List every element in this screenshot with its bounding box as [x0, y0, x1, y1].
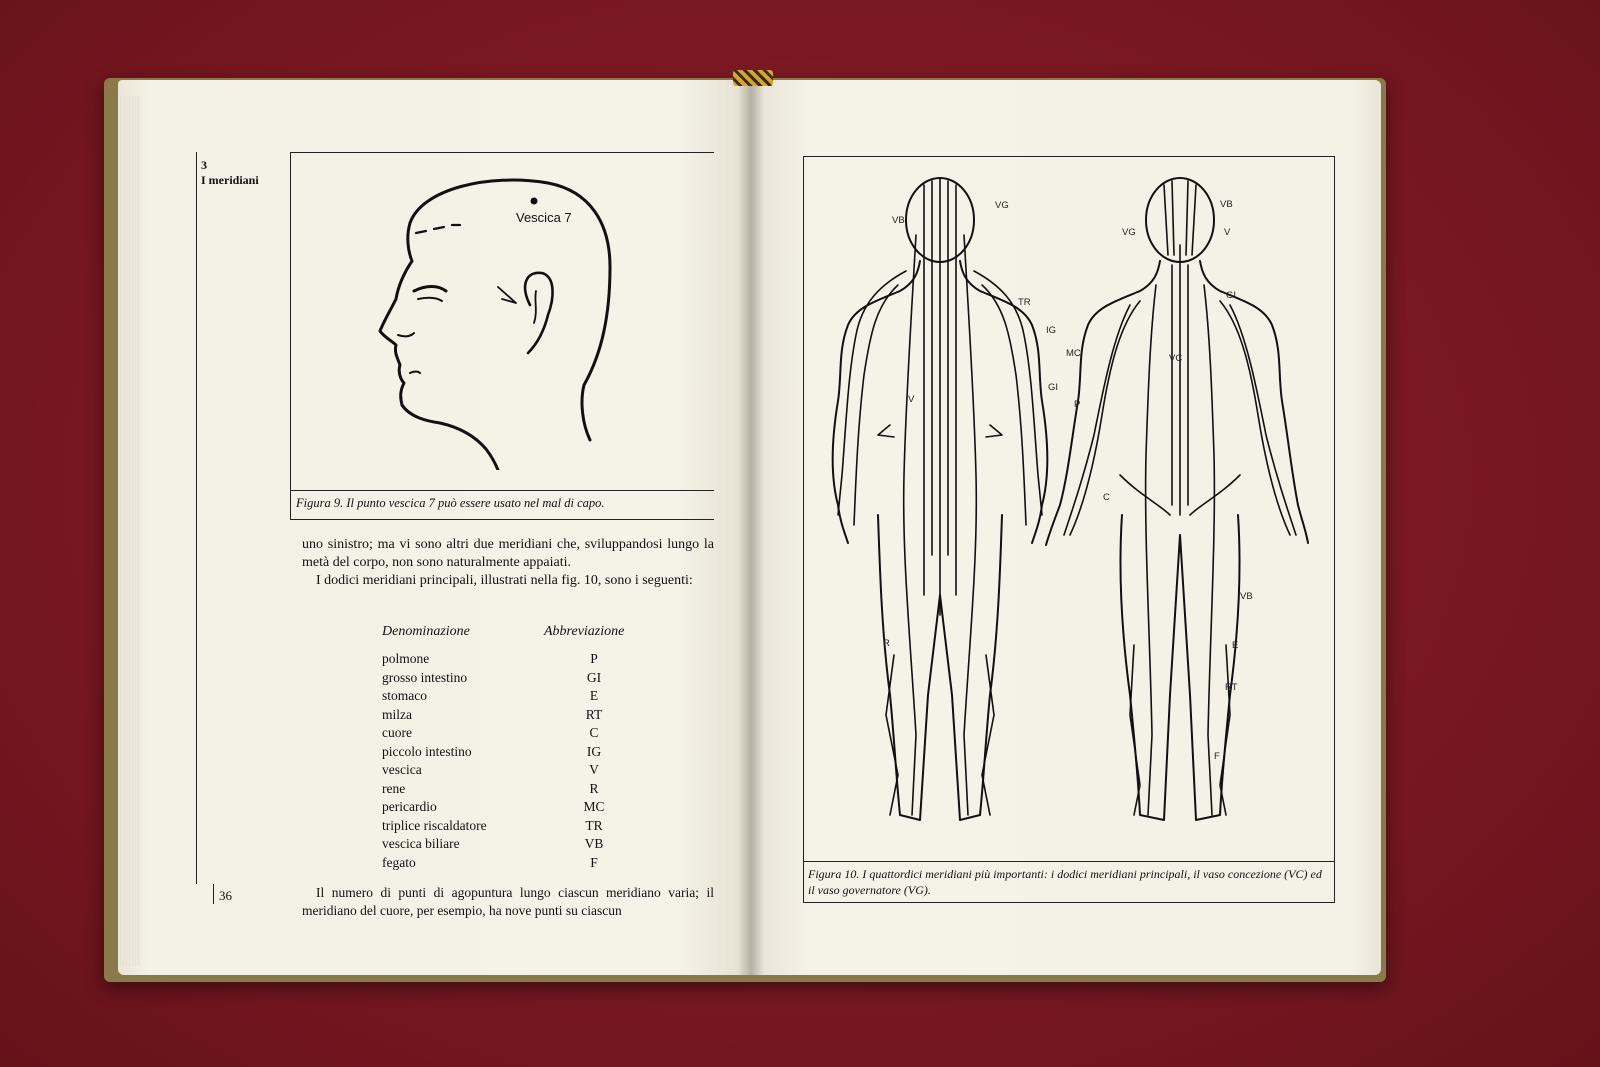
table-row-name: stomaco [382, 688, 427, 703]
back-label-c: C [1103, 492, 1110, 503]
table-row-abbr: RT [585, 706, 603, 722]
table-row-name: triplice riscaldatore [382, 817, 487, 833]
front-label-f: F [1214, 751, 1220, 762]
table-row-name: polmone [382, 651, 430, 666]
table-row-abbr: VB [584, 836, 604, 851]
front-label-vg: VG [1122, 227, 1136, 238]
front-label-e: E [1232, 640, 1239, 651]
head-profile-illustration [370, 175, 630, 470]
front-label-vb: VB [1220, 199, 1233, 210]
front-label-mc: MC [1066, 348, 1081, 359]
running-head [201, 158, 259, 188]
back-label-vb: VB [892, 215, 905, 226]
back-label-r: R [883, 638, 890, 649]
table-row-name: vescica [382, 762, 422, 777]
table-row-abbr: V [589, 762, 599, 777]
table-row-abbr: E [589, 688, 599, 703]
table-header-abbr: Abbreviazione [544, 624, 625, 639]
back-label-v: V [908, 394, 915, 405]
table-row-abbr: MC [583, 799, 605, 814]
table-row-name: milza [382, 706, 412, 722]
page-number-tick [213, 884, 214, 904]
paragraph-points: Il numero di punti di agopuntura lungo ciascun meridiano varia; il meridiano del cuore, per esempio, ha nove punti su ciascun [302, 885, 714, 918]
figure10-caption: Figura 10. I quattordici meridiani più importanti: i dodici meridiani principali, il vaso concezione (VC) ed il vaso governatore (VG). [808, 867, 1322, 897]
table-row-abbr: TR [585, 817, 603, 833]
front-label-vc: VC [1169, 353, 1183, 364]
back-label-vg: VG [995, 200, 1009, 211]
table-header-name: Denominazione [382, 624, 470, 639]
table-row-name: cuore [382, 725, 412, 740]
figure10-frame-right [1334, 156, 1335, 902]
table-row-abbr: IG [586, 743, 602, 759]
figure9-frame-left [290, 152, 291, 520]
vescica7-label: Vescica 7 [516, 210, 572, 225]
front-label-p: P [1074, 399, 1081, 410]
front-label-v: V [1224, 227, 1231, 238]
table-row-name: piccolo intestino [382, 743, 472, 759]
table-row-name: vescica biliare [382, 836, 460, 851]
page-number: 36 [219, 888, 232, 903]
back-label-tr: TR [1018, 297, 1031, 308]
table-row-name: rene [382, 780, 406, 796]
front-label-rt: RT [1225, 682, 1238, 693]
meridian-bodies-illustration [820, 175, 1320, 855]
table-row-name: fegato [382, 854, 416, 870]
paragraph-intro-table: I dodici meridiani principali, illustrati nella fig. 10, sono i seguenti: [316, 573, 693, 588]
figure9-frame-top [290, 152, 714, 153]
back-label-gi: GI [1048, 382, 1059, 393]
figure9-caption: Figura 9. Il punto vescica 7 può essere usato nel mal di capo. [296, 496, 605, 510]
table-row-name: grosso intestino [382, 669, 468, 685]
page-edges [118, 96, 140, 966]
figure10-frame-left [803, 156, 804, 902]
table-row-abbr: R [589, 780, 599, 796]
front-label-vb2: VB [1240, 591, 1253, 602]
figure10-caption-rule-top [803, 861, 1335, 862]
chapter-number: 3 [201, 158, 207, 172]
back-view-figure [833, 178, 1048, 820]
table-row-abbr: C [589, 725, 599, 740]
back-label-ig: IG [1046, 325, 1057, 336]
front-label-gi: GI [1226, 290, 1237, 301]
bookmark-ribbon [733, 70, 773, 86]
vescica7-point-marker [531, 198, 538, 205]
paragraph-continuation: uno sinistro; ma vi sono altri due meridiani che, sviluppandosi lungo la metà del corpo, non sono naturalmente appaiati. [302, 537, 714, 570]
figure10-frame-top [803, 156, 1335, 157]
front-view-figure [1046, 178, 1308, 820]
figure10-caption-rule-bottom [803, 902, 1335, 903]
margin-rule [196, 152, 197, 884]
table-row-name: pericardio [382, 799, 437, 814]
figure9-caption-rule-top [290, 490, 714, 491]
table-row-abbr: F [590, 854, 598, 870]
table-row-abbr: P [590, 651, 598, 666]
table-row-abbr: GI [586, 669, 602, 685]
figure9-caption-rule-bottom [290, 519, 714, 520]
spine-shadow [738, 80, 764, 975]
chapter-title: I meridiani [201, 173, 259, 187]
